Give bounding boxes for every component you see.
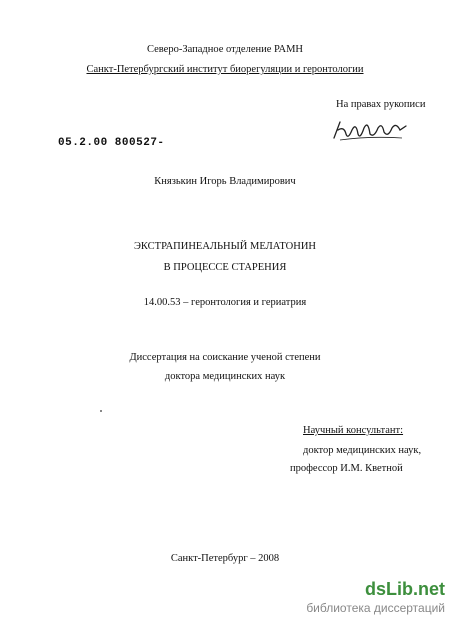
organization-name: Северо-Западное отделение РАМН	[146, 44, 304, 55]
author-name: Князькин Игорь Владимирович	[154, 176, 296, 187]
title-line-2: В ПРОЦЕССЕ СТАРЕНИЯ	[163, 262, 287, 273]
dissertation-line-1: Диссертация на соискание ученой степени	[129, 352, 321, 363]
watermark-logo: dsLib.net	[365, 579, 445, 599]
scan-speck	[100, 410, 102, 412]
dissertation-line-2: доктора медицинских наук	[164, 371, 286, 382]
place-year: Санкт-Петербург – 2008	[170, 553, 280, 564]
advisor-heading: Научный консультант:	[303, 425, 404, 436]
institute-name: Санкт-Петербургский институт биорегуляции и геронтологии	[86, 64, 364, 75]
specialty: 14.00.53 – геронтология и гериатрия	[143, 297, 307, 308]
advisor-name: профессор И.М. Кветной	[290, 463, 403, 474]
archive-stamp-number: 05.2.00 800527-	[58, 137, 165, 149]
advisor-degree: доктор медицинских наук,	[303, 445, 422, 456]
manuscript-note: На правах рукописи	[336, 99, 426, 110]
title-line-1: ЭКСТРАПИНЕАЛЬНЫЙ МЕЛАТОНИН	[133, 241, 316, 252]
watermark-subtitle: библиотека диссертаций	[306, 601, 445, 615]
dslib-watermark	[285, 578, 445, 626]
signature-image	[330, 116, 410, 144]
